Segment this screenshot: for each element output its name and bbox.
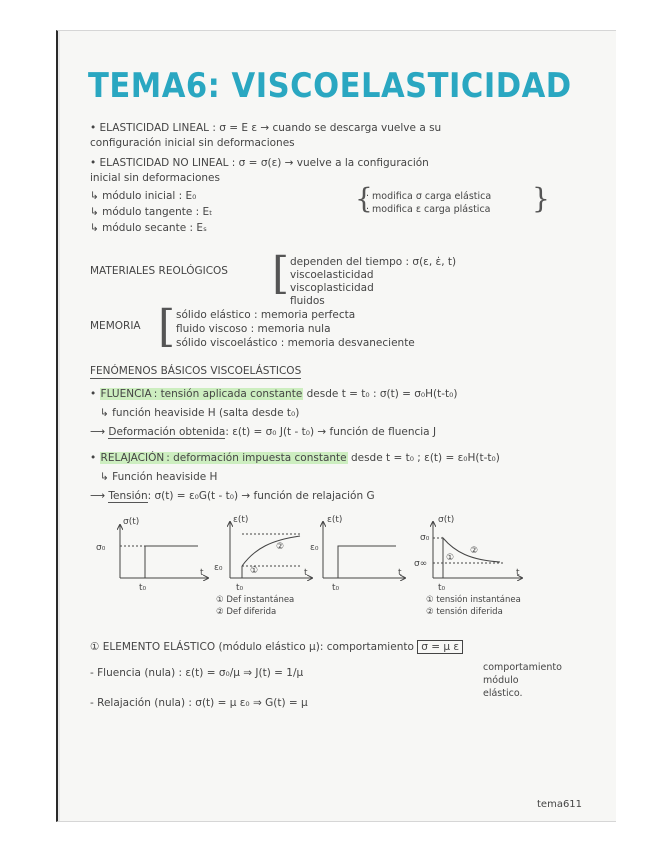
tension-label: Tensión: [108, 490, 148, 502]
g4-sigmainf: σ∞: [414, 559, 428, 569]
deformacion-label: Deformación obtenida: [108, 426, 226, 438]
g4-tlabel: t: [516, 568, 520, 578]
memoria-item-1: sólido elástico : memoria perfecta: [176, 309, 356, 321]
g1-step: [145, 546, 198, 578]
g1-tlabel: t: [200, 568, 204, 578]
g2-tlabel: t: [304, 568, 308, 578]
g1-sigma0: σ₀: [96, 543, 106, 553]
fenomenos-heading: FENÓMENOS BÁSICOS VISCOELÁSTICOS: [90, 365, 302, 377]
relajacion-def: : deformación impuesta constante: [166, 452, 347, 464]
elasticidad-lineal-cont: configuración inicial sin deformaciones: [90, 137, 295, 149]
g1-ylabel: σ(t): [123, 517, 140, 527]
elemento-side-2: módulo: [483, 675, 519, 686]
fluencia-line: • FLUENCIA : tensión aplicada constante desde t = t₀ : σ(t) = σ₀H(t-t₀): [90, 388, 458, 400]
memoria-label: MEMORIA: [90, 320, 141, 332]
elemento-side-1: comportamiento: [483, 662, 562, 673]
elemento-elastico-text: ① ELEMENTO ELÁSTICO (módulo elástico μ): comportamiento: [90, 641, 414, 653]
brace-modifica-close: }: [532, 182, 550, 215]
materiales-label: MATERIALES REOLÓGICOS: [90, 265, 228, 277]
g4-ylabel: σ(t): [438, 515, 455, 525]
g4-c1: ①: [446, 553, 455, 563]
deformacion-eq: : ε(t) = σ₀ J(t - t₀): [225, 426, 315, 438]
page-title: TEMA6: VISCOELASTICIDAD: [88, 66, 572, 106]
elemento-elastico-line: [90, 641, 463, 654]
g4-note1: ① tensión instantánea: [426, 595, 521, 605]
fluencia-eq: desde t = t₀ : σ(t) = σ₀H(t-t₀): [303, 388, 458, 400]
g2-eps0: ε₀: [214, 563, 223, 573]
elemento-elastico-box: σ = μ ε: [417, 640, 463, 654]
modulo-tangente: ↳ módulo tangente : Eₜ: [90, 206, 213, 218]
g3-eps0: ε₀: [310, 543, 319, 553]
modifica-elastica: · modifica σ carga elástica: [366, 191, 492, 202]
g2-ylabel: ε(t): [233, 515, 249, 525]
materiales-item-2: viscoelasticidad: [290, 269, 374, 281]
relajacion-heaviside: ↳ Función heaviside H: [100, 471, 218, 483]
tension-eq: : σ(t) = ε₀G(t - t₀): [147, 490, 239, 502]
brace-modifica: {: [355, 182, 373, 215]
fluencia-heaviside: ↳ función heaviside H (salta desde t₀): [100, 407, 300, 419]
g3-tlabel: t: [398, 568, 402, 578]
elasticidad-lineal-line: • ELASTICIDAD LINEAL : σ = E ε → cuando se descarga vuelve a su: [90, 122, 442, 134]
memoria-item-3: sólido viscoelástico : memoria desvaneciente: [176, 337, 415, 349]
g4-note2: ② tensión diferida: [426, 607, 503, 617]
relajacion-line: • RELAJACIÓN : deformación impuesta constante desde t = t₀ ; ε(t) = ε₀H(t-t₀): [90, 452, 500, 464]
g4-sigma0: σ₀: [420, 533, 430, 543]
relajacion-label: RELAJACIÓN: [100, 452, 165, 464]
deformacion-arrow: ⟶: [90, 426, 106, 438]
g2-c1: ①: [250, 566, 259, 576]
modulo-secante: ↳ módulo secante : Eₛ: [90, 222, 207, 234]
tension-arrow: ⟶: [90, 490, 106, 502]
materiales-item-3: viscoplasticidad: [290, 282, 374, 294]
modulo-inicial: ↳ módulo inicial : E₀: [90, 190, 197, 202]
memoria-item-2: fluido viscoso : memoria nula: [176, 323, 331, 335]
g2-curve: [242, 536, 300, 566]
g2-c2: ②: [276, 542, 285, 552]
materiales-item-4: fluidos: [290, 295, 325, 307]
deformacion-fn: → función de fluencia J: [314, 426, 437, 438]
tension-fn: → función de relajación G: [238, 490, 375, 502]
brace-materiales: [: [272, 248, 290, 299]
footer-signature: tema611: [537, 799, 583, 810]
fluencia-label: FLUENCIA: [100, 388, 152, 400]
g4-t0: t₀: [438, 583, 446, 593]
fluencia-def: : tensión aplicada constante: [153, 388, 303, 400]
elemento-fluencia: - Fluencia (nula) : ε(t) = σ₀/μ ⇒ J(t) = 1/μ: [90, 667, 304, 679]
elasticidad-no-lineal-line: • ELASTICIDAD NO LINEAL : σ = σ(ε) → vuelve a la configuración: [90, 157, 429, 169]
g2-note2: ② Def diferida: [216, 607, 277, 617]
modifica-plastica: · modifica ε carga plástica: [366, 204, 491, 215]
g3-step: [338, 546, 396, 578]
brace-memoria: [: [158, 301, 176, 352]
g4-c2: ②: [470, 546, 479, 556]
elasticidad-no-lineal-cont: inicial sin deformaciones: [90, 172, 220, 184]
g3-t0: t₀: [332, 583, 340, 593]
elemento-side-3: elástico.: [483, 688, 523, 699]
relajacion-eq: desde t = t₀ ; ε(t) = ε₀H(t-t₀): [347, 452, 500, 464]
g1-t0: t₀: [139, 583, 147, 593]
g2-t0: t₀: [236, 583, 244, 593]
g2-note1: ① Def instantánea: [216, 595, 295, 605]
materiales-item-1: dependen del tiempo : σ(ε, ε̇, t): [290, 256, 457, 268]
g3-ylabel: ε(t): [327, 515, 343, 525]
elemento-relajacion: - Relajación (nula) : σ(t) = μ ε₀ ⇒ G(t) = μ: [90, 697, 308, 709]
